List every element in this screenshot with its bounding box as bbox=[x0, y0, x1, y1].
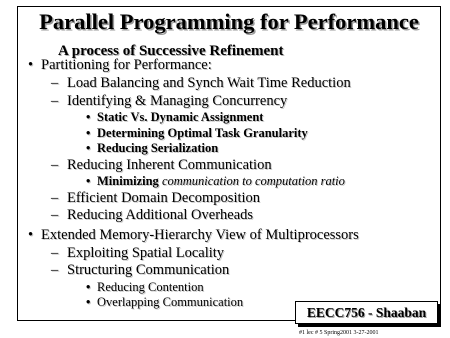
outline-item-text: Partitioning for Performance: bbox=[41, 57, 212, 73]
outline-item bbox=[27, 126, 427, 142]
outline-item-emphasis: Minimizing bbox=[97, 174, 159, 188]
outline-item-text: communication to computation ratio bbox=[158, 174, 345, 188]
outline-item-text: Reducing Additional Overheads bbox=[67, 207, 254, 223]
outline-item-text: Determining Optimal Task Granularity bbox=[97, 125, 308, 140]
outline-item bbox=[27, 75, 427, 93]
outline-item-text: Efficient Domain Decomposition bbox=[67, 189, 261, 206]
outline-item bbox=[27, 207, 427, 225]
outline-item bbox=[27, 280, 427, 296]
outline-item bbox=[27, 245, 427, 263]
outline-item-text: Exploiting Spatial Locality bbox=[67, 244, 225, 261]
outline-item bbox=[27, 93, 427, 111]
outline-item bbox=[27, 157, 427, 175]
slide-title: Parallel Programming for Performance bbox=[39, 9, 419, 34]
outline-item bbox=[27, 262, 427, 280]
outline-item-text: Structuring Communication bbox=[67, 262, 230, 278]
outline-item-text: Extended Memory-Hierarchy View of Multiprocessors bbox=[41, 226, 359, 243]
outline-item bbox=[27, 141, 427, 157]
outline-item bbox=[27, 110, 427, 126]
outline-item-text: Reducing Inherent Communication bbox=[67, 156, 272, 173]
outline-item-text: Reducing Contention bbox=[97, 279, 204, 294]
outline-item bbox=[27, 190, 427, 208]
outline-item-text: Overlapping Communication bbox=[97, 295, 244, 309]
outline-item bbox=[27, 225, 427, 245]
outline-item bbox=[27, 174, 427, 190]
outline-item-text: Reducing Serialization bbox=[97, 141, 219, 155]
outline-item-text: Static Vs. Dynamic Assignment bbox=[97, 110, 264, 124]
lecture-footer-note: #1 lec # 5 Spring2001 3-27-2001 bbox=[299, 330, 379, 336]
outline-item-text: Load Balancing and Synch Wait Time Reduction bbox=[67, 75, 351, 91]
outline-item-text: Identifying & Managing Concurrency bbox=[67, 92, 288, 109]
course-badge: EECC756 - Shaaban bbox=[295, 301, 438, 324]
outline-list bbox=[27, 55, 427, 311]
outline-item bbox=[27, 55, 427, 75]
slide-subtitle: A process of Successive Refinement bbox=[58, 43, 284, 59]
